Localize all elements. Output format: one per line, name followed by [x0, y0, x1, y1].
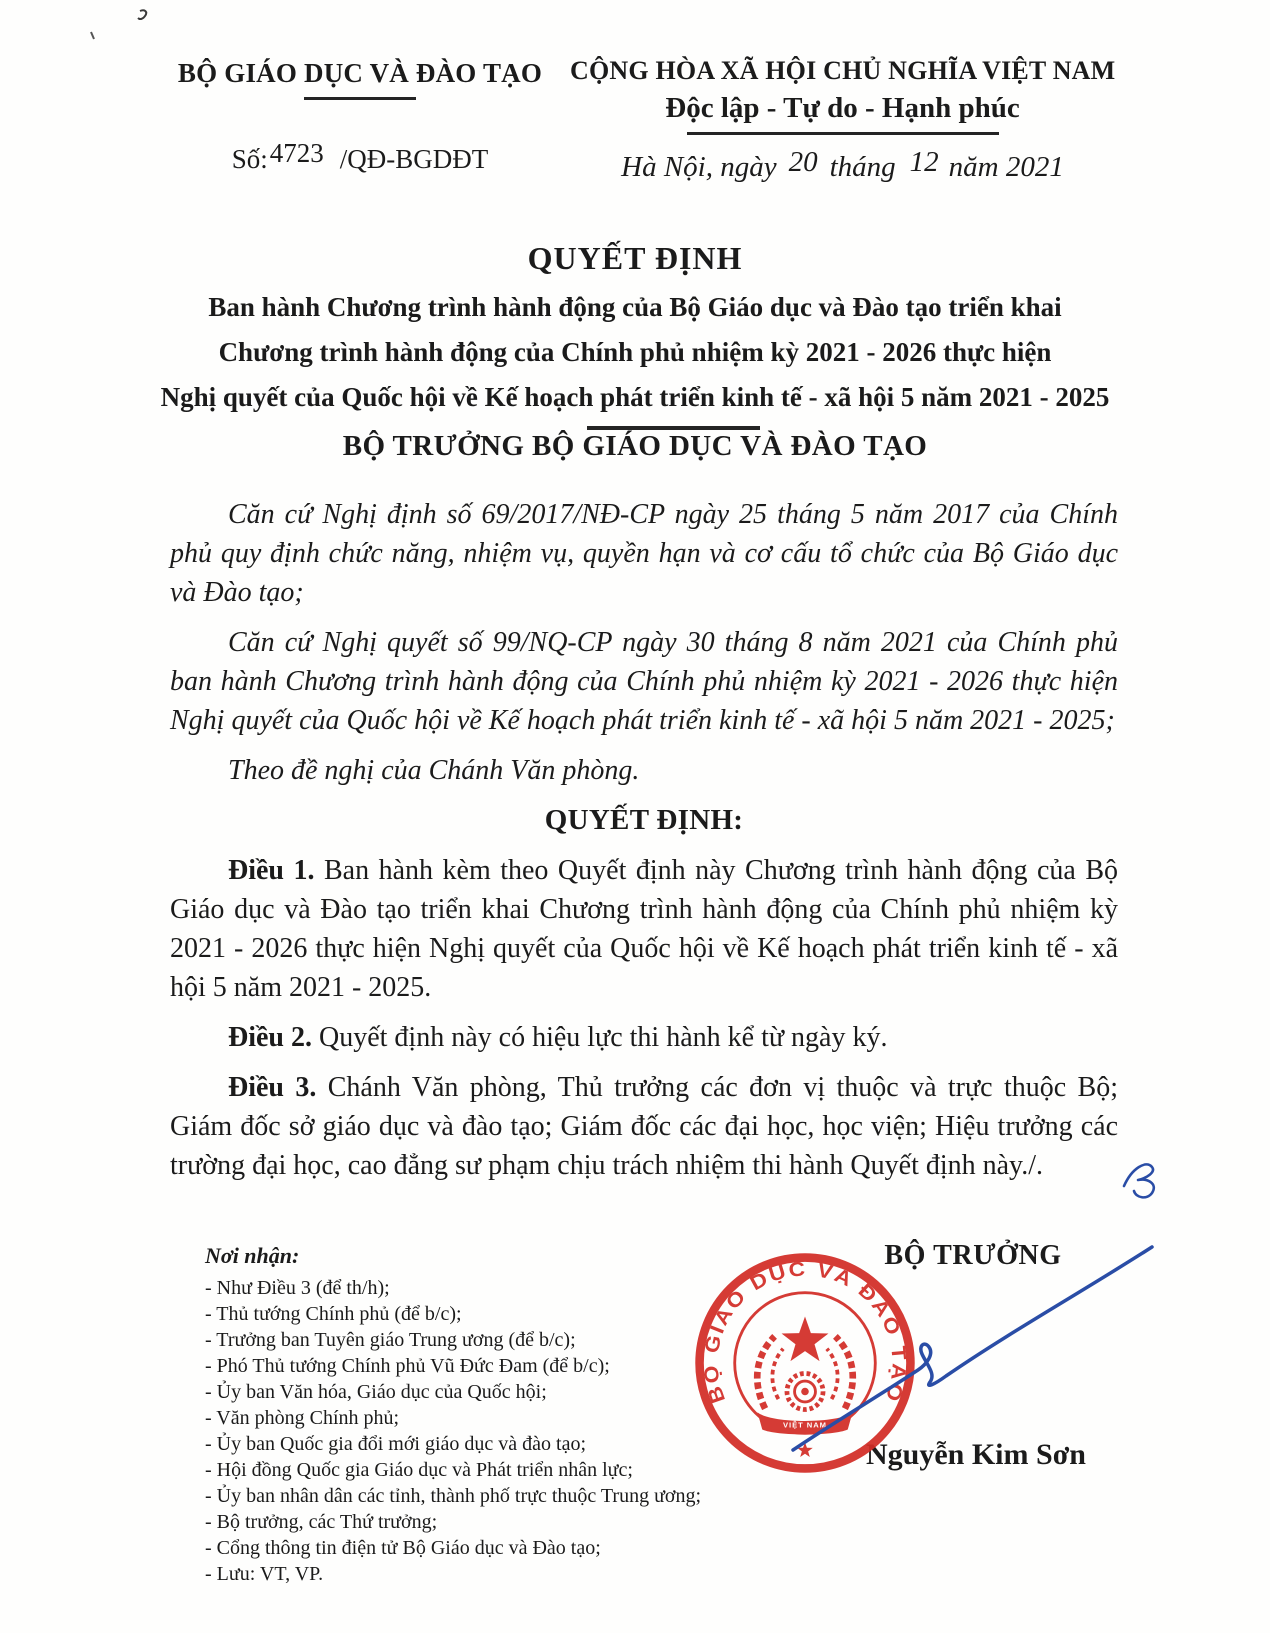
document-subtitle — [0, 285, 1270, 420]
article-1-label: Điều 1. — [228, 855, 315, 886]
national-motto-line1: CỘNG HÒA XÃ HỘI CHỦ NGHĨA VIỆT NAM — [570, 56, 1116, 85]
article-3-text: Chánh Văn phòng, Thủ trưởng các đơn vị thuộc và trực thuộc Bộ; Giám đốc sở giáo dục và đào tạo; Giám đốc các đại học, học viện; Hiệu trưởng các trường đại học, cao đẳng sư phạm chịu trách nhiệm thi hành Quyết định này./. — [170, 1072, 1118, 1181]
scan-artifact — [88, 30, 98, 42]
document-number-suffix: /QĐ-BGDĐT — [339, 144, 489, 174]
subtitle-line: Nghị quyết của Quốc hội về Kế hoạch phát triển kinh tế - xã hội 5 năm 2021 - 2025 — [160, 382, 1110, 412]
place-date-prefix: Hà Nội, ngày — [621, 151, 777, 183]
subtitle-line: Ban hành Chương trình hành động của Bộ Giáo dục và Đào tạo triển khai — [208, 292, 1062, 322]
month-label: tháng — [829, 151, 896, 183]
document-body — [170, 495, 1118, 1196]
minister-signature — [755, 1232, 1175, 1467]
day-number: 20 — [788, 146, 818, 178]
recipient-item: - Cổng thông tin điện tử Bộ Giáo dục và Đào tạo; — [205, 1537, 601, 1559]
document-number: 4723 — [269, 138, 324, 168]
national-header-block — [570, 56, 1115, 184]
recipient-item: - Hội đồng Quốc gia Giáo dục và Phát triển nhân lực; — [205, 1459, 633, 1481]
scan-artifact — [136, 8, 150, 28]
pen-flourish-mark — [1120, 1156, 1162, 1202]
recipient-item: - Ủy ban nhân dân các tỉnh, thành phố trực thuộc Trung ương; — [205, 1485, 702, 1507]
recipient-item: - Ủy ban Văn hóa, Giáo dục của Quốc hội; — [205, 1381, 547, 1403]
article-1-text: Ban hành kèm theo Quyết định này Chương trình hành động của Bộ Giáo dục và Đào tạo triển khai Chương trình hành động của Chính phủ nhiệm kỳ 2021 - 2026 thực hiện Nghị quyết của Quốc hội về Kế hoạch phát triển kinh tế - xã hội 5 năm 2021 - 2025. — [170, 855, 1118, 1003]
document-number-line — [170, 138, 550, 175]
recipient-item: - Lưu: VT, VP. — [205, 1563, 324, 1585]
agency-underline — [304, 97, 416, 100]
article-3 — [170, 1068, 1118, 1185]
recipient-item: - Trưởng ban Tuyên giáo Trung ương (để b/c); — [205, 1329, 576, 1351]
signer-title: BỘ TRƯỞNG — [884, 1240, 1062, 1271]
recipient-item: - Như Điều 3 (để th/h); — [205, 1277, 390, 1299]
article-2-text: Quyết định này có hiệu lực thi hành kể từ ngày ký. — [319, 1022, 888, 1053]
recipient-item: - Văn phòng Chính phủ; — [205, 1407, 400, 1429]
decide-heading: QUYẾT ĐỊNH: — [544, 804, 744, 836]
emblem-banner-text: VIỆT NAM — [783, 1420, 827, 1430]
national-motto-line2: Độc lập - Tự do - Hạnh phúc — [665, 92, 1020, 124]
article-1 — [170, 851, 1118, 1007]
article-3-label: Điều 3. — [228, 1072, 317, 1103]
seal-ring-text: BỘ GIÁO DỤC VÀ ĐÀO TẠO — [700, 1258, 910, 1406]
signer-name: Nguyễn Kim Sơn — [866, 1438, 1086, 1471]
place-date-line — [570, 146, 1115, 184]
motto-underline — [687, 132, 999, 135]
preamble-paragraph: Căn cứ Nghị định số 69/2017/NĐ-CP ngày 25 tháng 5 năm 2017 của Chính phủ quy định chức năng, nhiệm vụ, quyền hạn và cơ cấu tổ chức của Bộ Giáo dục và Đào tạo; — [170, 499, 1118, 608]
issuer-heading: BỘ TRƯỞNG BỘ GIÁO DỤC VÀ ĐÀO TẠO — [342, 430, 928, 462]
recipient-item: - Bộ trưởng, các Thứ trưởng; — [205, 1511, 438, 1533]
document-type-heading: QUYẾT ĐỊNH — [527, 240, 743, 276]
article-2-label: Điều 2. — [228, 1022, 312, 1053]
recipient-item: - Phó Thủ tướng Chính phủ Vũ Đức Đam (để b/c); — [205, 1355, 610, 1377]
preamble-paragraph: Căn cứ Nghị quyết số 99/NQ-CP ngày 30 tháng 8 năm 2021 của Chính phủ ban hành Chương trình hành động của Chính phủ nhiệm kỳ 2021 - 2026 thực hiện Nghị quyết của Quốc hội về Kế hoạch phát triển kinh tế - xã hội 5 năm 2021 - 2025; — [170, 627, 1118, 736]
year-label: năm 2021 — [948, 151, 1064, 183]
number-label: Số: — [231, 144, 268, 174]
recipient-item: - Thủ tướng Chính phủ (để b/c); — [205, 1303, 462, 1325]
subtitle-line: Chương trình hành động của Chính phủ nhiệm kỳ 2021 - 2026 thực hiện — [218, 337, 1052, 367]
article-2 — [170, 1018, 1118, 1057]
recipient-item: - Ủy ban Quốc gia đổi mới giáo dục và đào tạo; — [205, 1433, 587, 1455]
recipients-block — [205, 1243, 765, 1587]
preamble-paragraph: Theo đề nghị của Chánh Văn phòng. — [228, 755, 640, 786]
issuing-agency-block — [170, 58, 550, 175]
month-number: 12 — [909, 146, 939, 178]
title-block — [0, 240, 1270, 430]
recipients-heading: Nơi nhận: — [205, 1243, 300, 1268]
issuing-agency-name: BỘ GIÁO DỤC VÀ ĐÀO TẠO — [177, 58, 543, 88]
